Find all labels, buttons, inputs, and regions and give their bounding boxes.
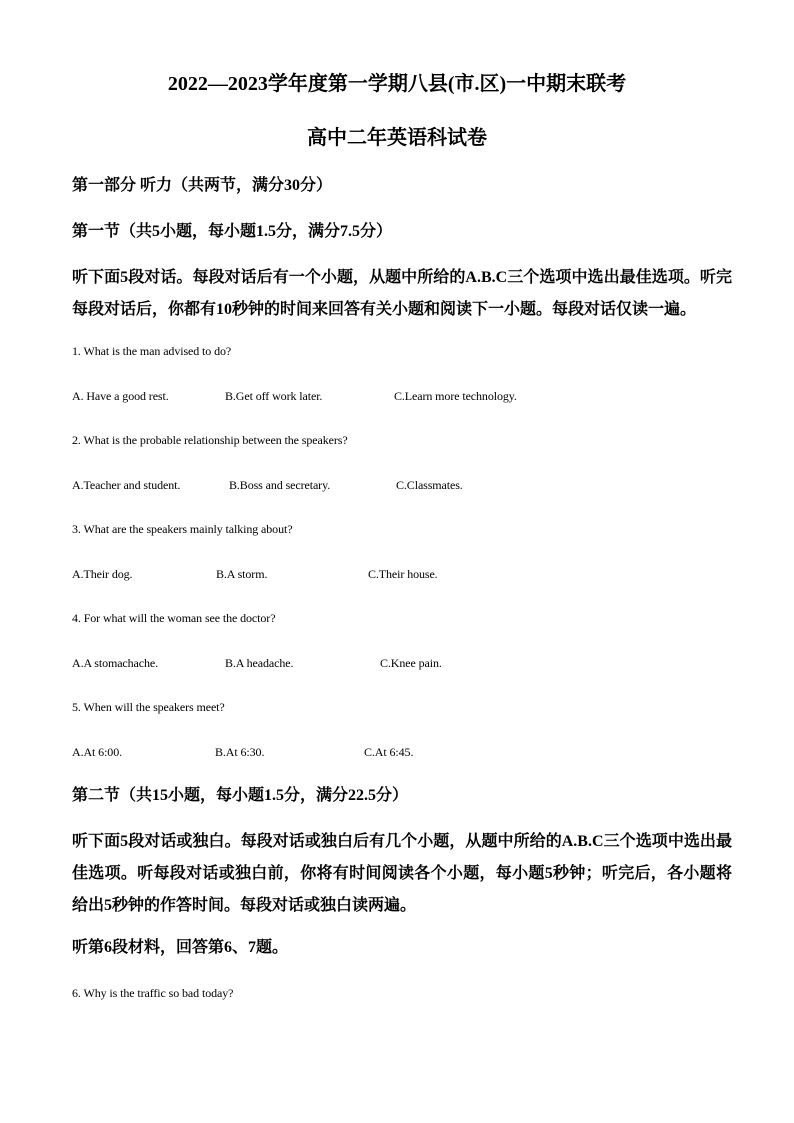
option-a: A.Their dog. (72, 567, 133, 581)
question-1-options (0, 388, 794, 404)
option-b: B.Boss and secretary. (229, 478, 331, 492)
section2-instructions: 听下面5段对话或独白。每段对话或独白后有几个小题，从题中所给的A.B.C三个选项中选出最佳选项。听每段对话或独白前，你将有时间阅读各个小题，每小题5秒钟；听完后，各小题将给出5秒钟的作答时间。每段对话或独白读两遍。 (72, 833, 732, 914)
question-2: 2. What is the probable relationship between the speakers? (72, 433, 348, 447)
exam-title: 2022—2023学年度第一学期八县(市.区)一中期末联考 (167, 73, 627, 95)
part1-heading: 第一部分 听力（共两节，满分30分） (72, 177, 333, 194)
exam-subtitle: 高中二年英语科试卷 (307, 127, 487, 149)
option-b: B.A storm. (216, 567, 268, 581)
question-4-options (0, 655, 794, 671)
option-a: A.Teacher and student. (72, 478, 181, 492)
option-b: B.At 6:30. (215, 745, 265, 759)
option-b: B.Get off work later. (225, 389, 323, 403)
option-c: C.Classmates. (396, 478, 463, 492)
question-6: 6. Why is the traffic so bad today? (72, 986, 234, 1000)
question-5-options (0, 744, 794, 760)
option-a: A.A stomachache. (72, 656, 159, 670)
question-4: 4. For what will the woman see the doctor? (72, 611, 276, 625)
question-5: 5. When will the speakers meet? (72, 700, 225, 714)
section2-heading: 第二节（共15小题，每小题1.5分，满分22.5分） (72, 787, 409, 804)
question-2-options (0, 477, 794, 493)
question-1: 1. What is the man advised to do? (72, 344, 232, 358)
option-c: C.Their house. (368, 567, 438, 581)
question-3-options (0, 566, 794, 582)
material-6-heading: 听第6段材料，回答第6、7题。 (72, 939, 289, 956)
option-b: B.A headache. (225, 656, 294, 670)
option-a: A. Have a good rest. (72, 389, 169, 403)
option-c: C.At 6:45. (364, 745, 414, 759)
option-a: A.At 6:00. (72, 745, 123, 759)
option-c: C.Learn more technology. (394, 389, 517, 403)
section1-heading: 第一节（共5小题，每小题1.5分，满分7.5分） (72, 223, 393, 240)
question-3: 3. What are the speakers mainly talking about? (72, 522, 293, 536)
option-c: C.Knee pain. (380, 656, 442, 670)
section1-instructions: 听下面5段对话。每段对话后有一个小题，从题中所给的A.B.C三个选项中选出最佳选项。听完每段对话后，你都有10秒钟的时间来回答有关小题和阅读下一小题。每段对话仅读一遍。 (72, 269, 732, 318)
